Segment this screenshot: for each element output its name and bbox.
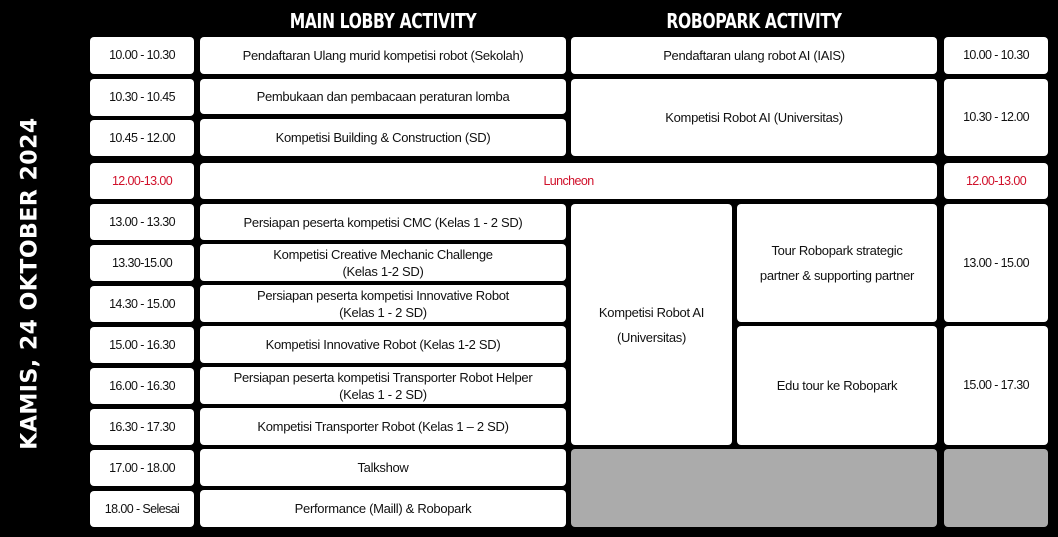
date-label: KAMIS, 24 OKTOBER 2024	[17, 116, 43, 450]
time-cell: 10.45 - 12.00	[90, 120, 194, 156]
lunch-cell: Luncheon	[200, 163, 937, 199]
time-cell: 10.30 - 10.45	[90, 79, 194, 116]
activity-cell: Talkshow	[200, 449, 566, 486]
time-cell: 15.00 - 16.30	[90, 327, 194, 363]
robopark-activity-cell: Pendaftaran ulang robot AI (IAIS)	[571, 37, 937, 74]
activity-cell: Pembukaan dan pembacaan peraturan lomba	[200, 79, 566, 114]
time-cell: 16.00 - 16.30	[90, 368, 194, 404]
time-cell: 17.00 - 18.00	[90, 450, 194, 486]
activity-line: Persiapan peserta kompetisi Innovative Robot	[256, 287, 509, 303]
activity-cell: Pendaftaran Ulang murid kompetisi robot (Sekolah)	[200, 37, 566, 74]
activity-cell: Kompetisi Innovative Robot (Kelas 1-2 SD)	[200, 326, 566, 363]
time-cell: 13.30-15.00	[90, 245, 194, 281]
robopark-edu-cell: Edu tour ke Robopark	[737, 326, 937, 445]
empty-cell	[571, 449, 937, 527]
activity-line: partner & supporting partner	[759, 268, 915, 283]
robopark-time-cell: 15.00 - 17.30	[944, 326, 1048, 445]
time-cell: 10.00 - 10.30	[90, 37, 194, 74]
time-cell: 16.30 - 17.30	[90, 409, 194, 445]
robopark-header: ROBOPARK ACTIVITY	[666, 9, 842, 33]
robopark-time-cell: 13.00 - 15.00	[944, 204, 1048, 322]
activity-line: (Kelas 1-2 SD)	[342, 263, 424, 279]
robopark-time-cell: 10.30 - 12.00	[944, 79, 1048, 156]
time-cell: 18.00 - Selesai	[90, 491, 194, 527]
robopark-lunch-time-cell: 12.00-13.00	[944, 163, 1048, 199]
activity-cell	[200, 244, 566, 281]
activity-cell: Kompetisi Building & Construction (SD)	[200, 119, 566, 156]
activity-cell: Performance (Maill) & Robopark	[200, 490, 566, 527]
lunch-time-cell: 12.00-13.00	[90, 163, 194, 199]
activity-line: (Universitas)	[616, 329, 687, 345]
activity-cell: Kompetisi Transporter Robot (Kelas 1 – 2 SD)	[200, 408, 566, 445]
activity-line: Tour Robopark strategic	[771, 243, 903, 258]
activity-line: (Kelas 1 - 2 SD)	[339, 304, 427, 320]
activity-cell	[200, 367, 566, 404]
activity-line: (Kelas 1 - 2 SD)	[339, 386, 427, 402]
time-cell: 14.30 - 15.00	[90, 286, 194, 322]
activity-line: Kompetisi Creative Mechanic Challenge	[273, 246, 493, 262]
activity-line: Persiapan peserta kompetisi Transporter Robot Helper	[233, 369, 533, 385]
robopark-ai-cell	[571, 204, 732, 445]
robopark-tour-cell	[737, 204, 937, 322]
robopark-time-cell: 10.00 - 10.30	[944, 37, 1048, 74]
activity-line: Kompetisi Robot AI	[598, 304, 705, 320]
robopark-activity-cell: Kompetisi Robot AI (Universitas)	[571, 79, 937, 156]
activity-cell: Persiapan peserta kompetisi CMC (Kelas 1 - 2 SD)	[200, 204, 566, 240]
activity-cell	[200, 285, 566, 322]
time-cell: 13.00 - 13.30	[90, 204, 194, 240]
main-lobby-header: MAIN LOBBY ACTIVITY	[289, 9, 477, 33]
empty-cell	[944, 449, 1048, 527]
